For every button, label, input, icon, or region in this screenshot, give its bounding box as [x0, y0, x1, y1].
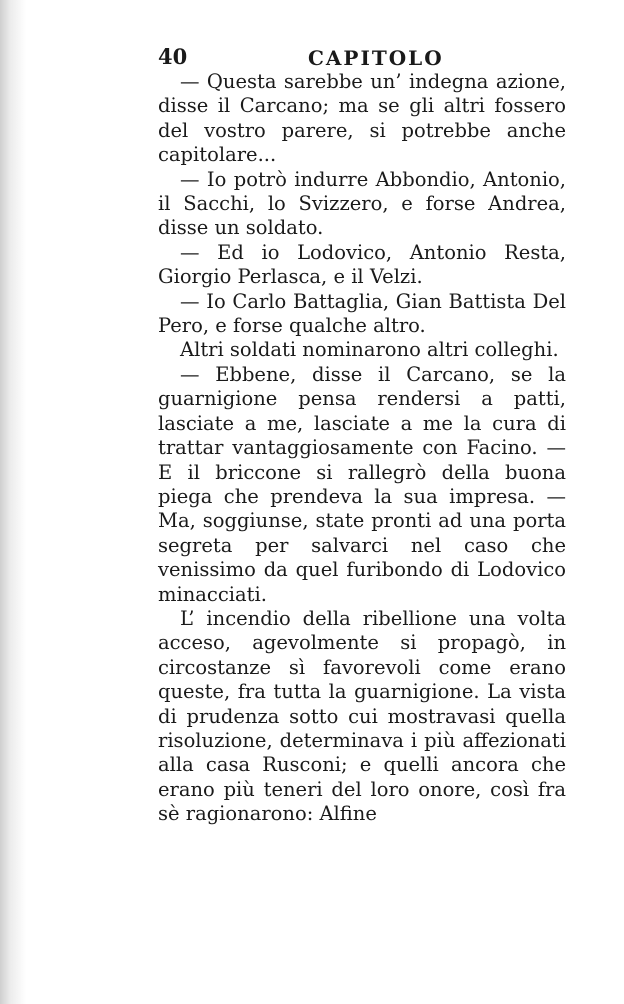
paragraph: — Ebbene, disse il Carcano, se la guarnigione pensa rendersi a patti, lasciate a me, lasciate a me la cura di trattar vantaggiosamente con Facino. — E il briccone si rallegrò della buona piega che prendeva la sua impresa. — Ma, soggiunse, state pronti ad una porta segreta per salvarci nel caso che venissimo da quel furibondo di Lodovico minacciati.: [158, 362, 566, 606]
paragraph: — Io Carlo Battaglia, Gian Battista Del Pero, e forse qualche altro.: [158, 289, 566, 338]
body-text: [158, 70, 566, 827]
paragraph: — Ed io Lodovico, Antonio Resta, Giorgio Perlasca, e il Velzi.: [158, 240, 566, 289]
page-gutter-shadow: [0, 0, 26, 1004]
paragraph: L’ incendio della ribellione una volta acceso, agevolmente si propagò, in circostanze sì favorevoli come erano queste, fra tutta la guarnigione. La vista di prudenza sotto cui mostravasi quella risoluzione, determinava i più affezionati alla casa Rusconi; e quelli ancora che erano più teneri del loro onore, così fra sè ragionarono: Alfine: [158, 606, 566, 826]
paragraph: — Questa sarebbe un’ indegna azione, disse il Carcano; ma se gli altri fossero del vostro parere, si potrebbe anche capitolare...: [158, 70, 566, 167]
paragraph: — Io potrò indurre Abbondio, Antonio, il Sacchi, lo Svizzero, e forse Andrea, disse un soldato.: [158, 167, 566, 240]
page-number: 40: [158, 44, 188, 69]
paragraph: Altri soldati nominarono altri colleghi.: [180, 338, 559, 362]
running-title: CAPITOLO: [308, 46, 444, 70]
